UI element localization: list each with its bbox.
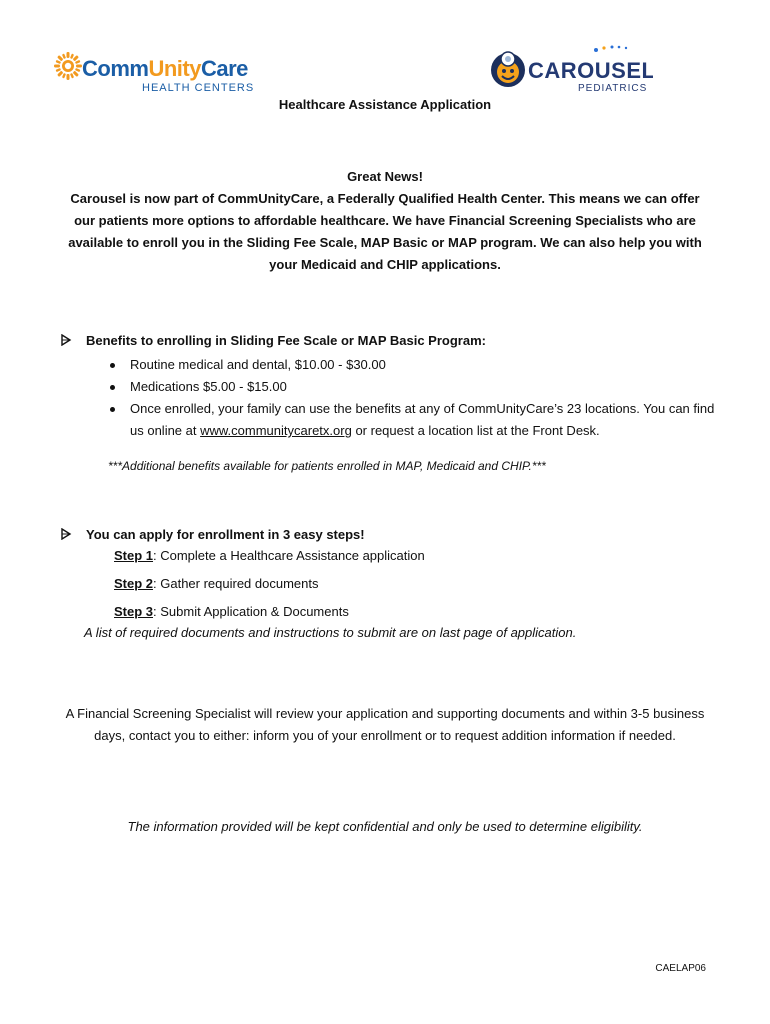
step-1: Step 1: Complete a Healthcare Assistance application — [114, 548, 425, 563]
svg-text:CommUnityCare — [82, 56, 248, 81]
sun-icon — [54, 52, 82, 80]
doctor-face-icon — [491, 52, 525, 87]
benefits-note: ***Additional benefits available for patients enrolled in MAP, Medicaid and CHIP.*** — [108, 459, 546, 473]
form-code: CAELAP06 — [655, 963, 706, 974]
stars-icon — [594, 46, 627, 53]
benefits-heading-row — [60, 330, 720, 350]
bullet-dot-icon — [110, 363, 115, 368]
step-2: Step 2: Gather required documents — [114, 576, 319, 591]
communitycare-logo-graphic — [54, 44, 259, 96]
confidential-paragraph: The information provided will be kept confidential and only be used to determine eligibility. — [127, 819, 643, 834]
arrow-bullet-icon — [60, 528, 72, 540]
carousel-logo-graphic — [488, 44, 653, 96]
carousel-logo — [488, 44, 653, 96]
bullet-dot-icon — [110, 407, 115, 412]
brand-sub: HEALTH CENTERS — [142, 82, 255, 94]
list-item: Once enrolled, your family can use the benefits at any of CommUnityCare’s 23 locations. You can find us online at www.communitycaretx.org or request a location list at the Front Desk. — [108, 398, 720, 442]
brand-carousel: CAROUSEL — [528, 58, 653, 83]
apply-section — [60, 524, 720, 640]
review-paragraph: A Financial Screening Specialist will review your application and supporting documents and within 3-5 business days, contact you to either: inform you of your enrollment or to request addition information if needed. — [65, 706, 705, 743]
apply-note: A list of required documents and instructions to submit are on last page of application. — [84, 625, 577, 640]
benefits-section — [60, 330, 720, 473]
brand-unity: Unity — [148, 56, 201, 81]
benefits-heading: Benefits to enrolling in Sliding Fee Scale or MAP Basic Program: — [86, 332, 486, 348]
news-block — [60, 166, 710, 276]
communitycare-logo — [54, 44, 259, 96]
steps-list — [60, 545, 720, 629]
list-item: Routine medical and dental, $10.00 - $30.00 — [108, 354, 720, 376]
brand-comm: Comm — [82, 56, 149, 81]
benefits-list — [60, 354, 720, 442]
apply-heading: You can apply for enrollment in 3 easy steps! — [86, 526, 365, 542]
brand-care: Care — [200, 56, 248, 81]
page-title: Healthcare Assistance Application — [278, 97, 492, 112]
brand-pediatrics: PEDIATRICS — [578, 83, 648, 94]
news-heading: Great News! — [347, 169, 423, 184]
step-3: Step 3: Submit Application & Documents — [114, 604, 349, 619]
website-link[interactable]: www.communitycaretx.org — [200, 423, 352, 438]
apply-heading-row — [60, 524, 720, 544]
list-item: Medications $5.00 - $15.00 — [108, 376, 720, 398]
arrow-bullet-icon — [60, 334, 72, 346]
news-body: Carousel is now part of CommUnityCare, a Federally Qualified Health Center. This means we can offer our patients more options to affordable healthcare. We have Financial Screening Specialists who are available to enroll you in the Sliding Fee Scale, MAP Basic or MAP program. We can also help you with your Medicaid and CHIP applications. — [68, 191, 702, 272]
bullet-dot-icon — [110, 385, 115, 390]
